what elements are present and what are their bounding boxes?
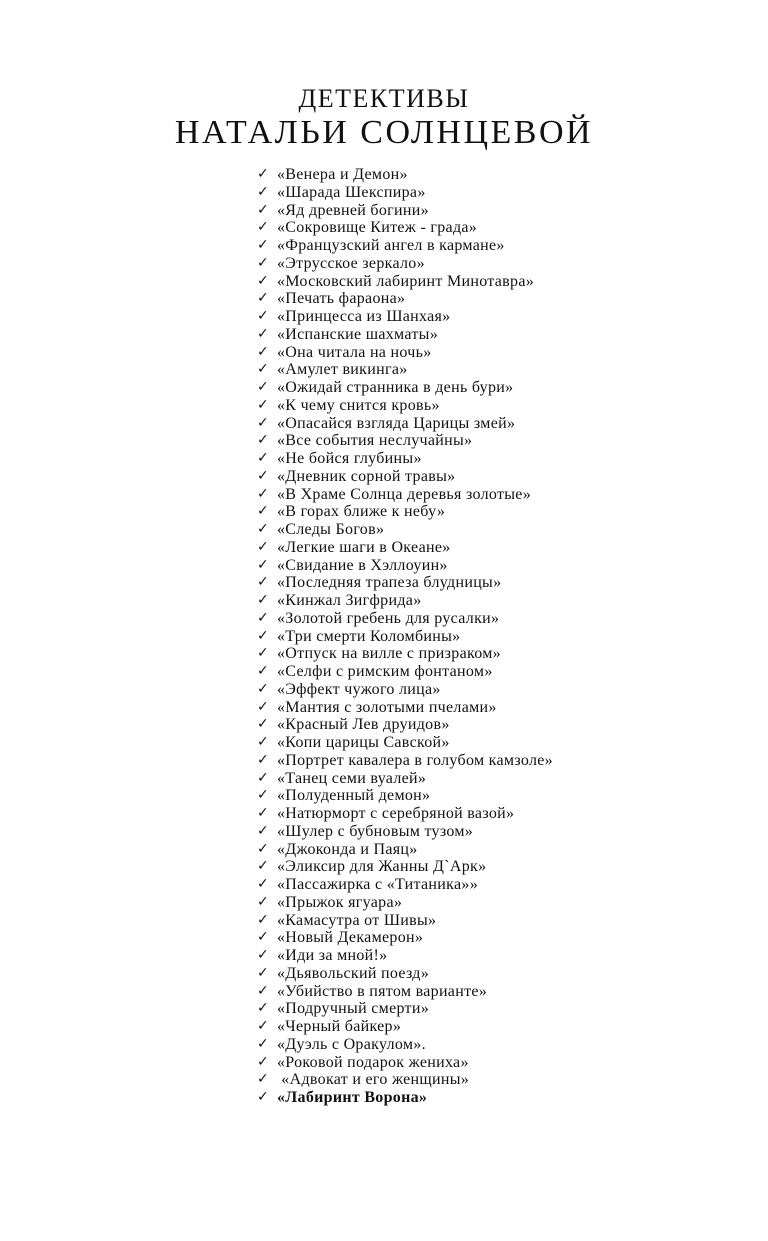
checkmark-icon: ✓ <box>257 840 269 857</box>
checkmark-icon: ✓ <box>257 521 269 537</box>
list-item <box>257 184 553 202</box>
book-title: «Печать фараона» <box>277 290 406 308</box>
checkmark-icon: ✓ <box>257 876 269 892</box>
checkmark-icon: ✓ <box>257 680 269 697</box>
list-item <box>257 166 553 184</box>
list-item <box>257 255 553 273</box>
book-title: «Черный байкер» <box>277 1018 402 1035</box>
book-title: «Подручный смерти» <box>277 1000 430 1018</box>
list-item <box>257 787 553 805</box>
list-item <box>257 308 553 326</box>
list-item <box>257 290 553 308</box>
checkmark-icon: ✓ <box>257 467 269 484</box>
book-title: «Последняя трапеза блудницы» <box>277 574 502 592</box>
checkmark-icon: ✓ <box>257 716 269 733</box>
checkmark-icon: ✓ <box>257 929 269 946</box>
list-item <box>257 734 553 752</box>
checkmark-icon: ✓ <box>257 254 269 271</box>
list-item <box>257 823 553 841</box>
book-title: «Убийство в пятом варианте» <box>277 982 488 1000</box>
book-title: «Мантия с золотыми пчелами» <box>277 698 497 716</box>
list-item <box>257 219 553 237</box>
list-item <box>257 1071 553 1089</box>
book-title: «Венера и Демон» <box>277 166 408 183</box>
book-title: «Яд древней богини» <box>277 201 429 219</box>
list-item <box>257 628 553 646</box>
checkmark-icon: ✓ <box>257 698 269 715</box>
checkmark-icon: ✓ <box>257 893 269 910</box>
checkmark-icon: ✓ <box>257 663 269 679</box>
checkmark-icon: ✓ <box>257 645 269 662</box>
checkmark-icon: ✓ <box>257 1018 269 1034</box>
book-title: «Кинжал Зигфрида» <box>277 592 422 609</box>
list-item <box>257 326 553 344</box>
heading-line-2: НАТАЛЬИ СОЛНЦЕВОЙ <box>174 114 594 151</box>
book-title: «Сокровище Китеж - града» <box>277 219 478 237</box>
checkmark-icon: ✓ <box>257 308 269 324</box>
book-title: «Следы Богов» <box>277 521 385 538</box>
checkmark-icon: ✓ <box>257 1035 269 1052</box>
checkmark-icon: ✓ <box>257 1071 269 1088</box>
list-item <box>257 503 553 521</box>
list-item <box>257 592 553 610</box>
book-title: «В горах ближе к небу» <box>277 503 446 521</box>
checkmark-icon: ✓ <box>257 1089 269 1105</box>
book-title: «Отпуск на вилле с призраком» <box>277 645 501 663</box>
book-title: «Копи царицы Савской» <box>277 734 450 751</box>
list-item <box>257 486 553 504</box>
list-item <box>257 397 553 415</box>
list-item <box>257 912 553 930</box>
checkmark-icon: ✓ <box>257 609 269 626</box>
book-title: «Шарада Шекспира» <box>277 183 426 201</box>
book-title: «Опасайся взгляда Царицы змей» <box>277 414 516 432</box>
list-item <box>257 468 553 486</box>
checkmark-icon: ✓ <box>257 964 269 981</box>
list-item <box>257 929 553 947</box>
checkmark-icon: ✓ <box>257 947 269 963</box>
book-title: «Французский ангел в кармане» <box>277 237 505 254</box>
checkmark-icon: ✓ <box>257 343 269 360</box>
list-item <box>257 681 553 699</box>
list-item <box>257 273 553 291</box>
list-item <box>257 1018 553 1036</box>
list-item <box>257 876 553 894</box>
list-item <box>257 450 553 468</box>
book-title: «Иди за мной!» <box>277 947 388 964</box>
book-title: «Свидание в Хэллоуин» <box>277 556 448 574</box>
book-title: «Танец семи вуалей» <box>277 769 427 787</box>
list-item <box>257 645 553 663</box>
book-title: «Этрусское зеркало» <box>277 254 425 272</box>
checkmark-icon: ✓ <box>257 982 269 999</box>
checkmark-icon: ✓ <box>257 361 269 378</box>
list-item <box>257 947 553 965</box>
book-title: «Роковой подарок жениха» <box>277 1053 469 1071</box>
checkmark-icon: ✓ <box>257 503 269 520</box>
book-title: «Испанские шахматы» <box>277 325 438 343</box>
checkmark-icon: ✓ <box>257 627 269 644</box>
list-item <box>257 1089 553 1107</box>
book-title: «Портрет кавалера в голубом камзоле» <box>277 751 553 769</box>
checkmark-icon: ✓ <box>257 379 269 395</box>
book-title: «Новый Декамерон» <box>277 929 424 947</box>
checkmark-icon: ✓ <box>257 751 269 768</box>
checkmark-icon: ✓ <box>257 1000 269 1017</box>
checkmark-icon: ✓ <box>257 734 269 750</box>
list-item <box>257 361 553 379</box>
checkmark-icon: ✓ <box>257 787 269 804</box>
book-title: «Три смерти Коломбины» <box>277 627 461 645</box>
list-item <box>257 237 553 255</box>
checkmark-icon: ✓ <box>257 396 269 413</box>
book-title: «Принцесса из Шанхая» <box>277 308 451 325</box>
book-title: «Дьявольский поезд» <box>277 964 430 982</box>
book-title: «Дневник сорной травы» <box>277 467 456 485</box>
book-list <box>257 166 553 1107</box>
book-title: «Не бойся глубины» <box>277 450 422 467</box>
checkmark-icon: ✓ <box>257 325 269 342</box>
list-item <box>257 344 553 362</box>
book-title: «Камасутра от Шивы» <box>277 911 437 929</box>
list-item <box>257 610 553 628</box>
list-item <box>257 539 553 557</box>
book-title: «Золотой гребень для русалки» <box>277 609 500 627</box>
list-item <box>257 557 553 575</box>
list-item <box>257 521 553 539</box>
book-title: «К чему снится кровь» <box>277 396 440 414</box>
book-title: «В Храме Солнца деревья золотые» <box>277 485 532 503</box>
book-title: «Все события неслучайны» <box>277 432 473 450</box>
list-item <box>257 841 553 859</box>
book-title: «Адвокат и его женщины» <box>277 1071 470 1089</box>
list-item <box>257 574 553 592</box>
book-title: «Дуэль с Оракулом». <box>277 1035 426 1053</box>
list-item <box>257 716 553 734</box>
list-item <box>257 1054 553 1072</box>
list-item <box>257 805 553 823</box>
checkmark-icon: ✓ <box>257 592 269 608</box>
checkmark-icon: ✓ <box>257 290 269 307</box>
checkmark-icon: ✓ <box>257 911 269 928</box>
checkmark-icon: ✓ <box>257 574 269 591</box>
checkmark-icon: ✓ <box>257 432 269 449</box>
checkmark-icon: ✓ <box>257 769 269 786</box>
book-title: «Она читала на ночь» <box>277 343 432 361</box>
book-title: «Шулер с бубновым тузом» <box>277 822 474 840</box>
list-item <box>257 752 553 770</box>
book-title: «Красный Лев друидов» <box>277 716 450 734</box>
book-title: «Селфи с римским фонтаном» <box>277 663 493 680</box>
checkmark-icon: ✓ <box>257 805 269 821</box>
list-item <box>257 894 553 912</box>
list-item <box>257 379 553 397</box>
book-title: «Эликсир для Жанны Д`Арк» <box>277 858 487 876</box>
checkmark-icon: ✓ <box>257 166 269 182</box>
checkmark-icon: ✓ <box>257 858 269 875</box>
checkmark-icon: ✓ <box>257 1053 269 1070</box>
checkmark-icon: ✓ <box>257 183 269 200</box>
checkmark-icon: ✓ <box>257 219 269 236</box>
book-title: «Прыжок ягуара» <box>277 893 403 911</box>
checkmark-icon: ✓ <box>257 414 269 431</box>
book-title: «Лабиринт Ворона» <box>277 1089 428 1106</box>
list-item <box>257 699 553 717</box>
book-title: «Джоконда и Паяц» <box>277 840 418 858</box>
book-title: «Эффект чужого лица» <box>277 680 441 698</box>
checkmark-icon: ✓ <box>257 201 269 218</box>
book-title: «Ожидай странника в день бури» <box>277 379 514 396</box>
checkmark-icon: ✓ <box>257 538 269 555</box>
book-title: «Амулет викинга» <box>277 361 408 379</box>
book-title: «Полуденный демон» <box>277 787 431 805</box>
checkmark-icon: ✓ <box>257 272 269 289</box>
list-item <box>257 965 553 983</box>
list-item <box>257 432 553 450</box>
list-item <box>257 202 553 220</box>
checkmark-icon: ✓ <box>257 450 269 466</box>
book-title: «Натюрморт с серебряной вазой» <box>277 805 515 822</box>
list-item <box>257 663 553 681</box>
checkmark-icon: ✓ <box>257 822 269 839</box>
heading-line-1: ДЕТЕКТИВЫ <box>298 84 470 113</box>
checkmark-icon: ✓ <box>257 237 269 253</box>
book-title: «Пассажирка с «Титаника»» <box>277 876 478 893</box>
list-item <box>257 1000 553 1018</box>
list-item <box>257 1036 553 1054</box>
list-item <box>257 415 553 433</box>
list-item <box>257 770 553 788</box>
checkmark-icon: ✓ <box>257 485 269 502</box>
book-title: «Московский лабиринт Минотавра» <box>277 272 535 290</box>
checkmark-icon: ✓ <box>257 556 269 573</box>
list-item <box>257 983 553 1001</box>
list-item <box>257 858 553 876</box>
book-title: «Легкие шаги в Океане» <box>277 538 451 556</box>
